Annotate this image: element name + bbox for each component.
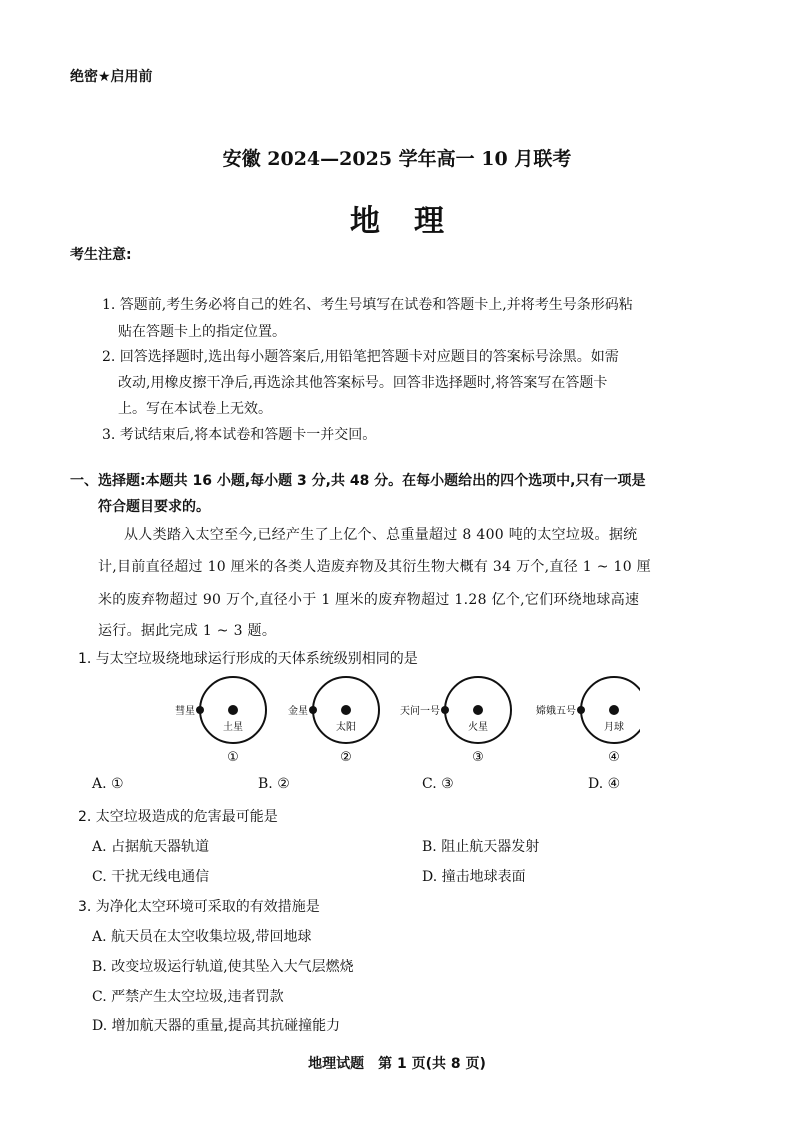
notice-line: 3. 考试结束后,将本试卷和答题卡一并交回。 [102, 427, 377, 443]
orbiting-body-dot [577, 706, 585, 714]
q1-option-d[interactable]: D. ④ [588, 776, 621, 792]
orbiter-label: 彗星 [175, 706, 195, 717]
passage-line: 从人类踏入太空至今,已经产生了上亿个、总重量超过 8 400 吨的太空垃圾。据统 [124, 527, 638, 543]
orbit-figure-4 [536, 677, 640, 765]
confidential-label: 绝密★启用前 [70, 69, 153, 85]
q3-option-c[interactable]: C. 严禁产生太空垃圾,违者罚款 [92, 989, 284, 1005]
q2-option-a[interactable]: A. 占据航天器轨道 [92, 839, 210, 855]
q1-option-a[interactable]: A. ① [92, 776, 124, 792]
q2-option-d[interactable]: D. 撞击地球表面 [422, 869, 526, 885]
orbiting-body-dot [441, 706, 449, 714]
central-body-dot [473, 705, 483, 715]
orbit-figure-1 [175, 677, 266, 765]
orbiting-body-dot [196, 706, 204, 714]
orbit-figure-2 [288, 677, 379, 765]
q3-option-b[interactable]: B. 改变垃圾运行轨道,使其坠入大气层燃烧 [92, 959, 354, 975]
central-body-dot [341, 705, 351, 715]
figure-number: ① [227, 750, 239, 765]
notice-line: 1. 答题前,考生务必将自己的姓名、考生号填写在试卷和答题卡上,并将考生号条形码粘 [102, 297, 633, 313]
question-2-stem: 2. 太空垃圾造成的危害最可能是 [78, 809, 278, 825]
figure-number: ③ [472, 750, 484, 765]
central-body-dot [228, 705, 238, 715]
figure-number: ② [340, 750, 352, 765]
passage-line: 计,目前直径超过 10 厘米的各类人造废弃物及其衍生物大概有 34 万个,直径 1 ~ 10 厘 [98, 559, 651, 575]
section-heading: 一、选择题:本题共 16 小题,每小题 3 分,共 48 分。在每小题给出的四个选项中,只有一项是 [70, 473, 646, 489]
q1-option-c[interactable]: C. ③ [422, 776, 454, 792]
notice-line: 贴在答题卡上的指定位置。 [118, 324, 286, 340]
question-3-stem: 3. 为净化太空环境可采取的有效措施是 [78, 899, 320, 915]
exam-title: 安徽 2024—2025 学年高一 10 月联考 [222, 148, 572, 170]
orbiter-label: 金星 [288, 706, 308, 717]
notice-line: 上。写在本试卷上无效。 [118, 401, 272, 417]
figure-number: ④ [608, 750, 620, 765]
orbiting-body-dot [309, 706, 317, 714]
section-heading-cont: 符合题目要求的。 [98, 499, 210, 515]
orbiter-label: 嫦娥五号 [536, 706, 576, 717]
page-footer: 地理试题 第 1 页(共 8 页) [308, 1056, 486, 1072]
question-1-stem: 1. 与太空垃圾绕地球运行形成的天体系统级别相同的是 [78, 651, 418, 667]
q3-option-a[interactable]: A. 航天员在太空收集垃圾,带回地球 [92, 929, 312, 945]
center-label: 月球 [604, 722, 624, 733]
central-body-dot [609, 705, 619, 715]
orbit-figure-3 [400, 677, 511, 765]
orbit-diagrams [160, 668, 640, 768]
q1-option-b[interactable]: B. ② [258, 776, 290, 792]
notice-line: 改动,用橡皮擦干净后,再选涂其他答案标号。回答非选择题时,将答案写在答题卡 [118, 375, 608, 391]
passage-line: 米的废弃物超过 90 万个,直径小于 1 厘米的废弃物超过 1.28 亿个,它们环绕地球高速 [98, 592, 640, 608]
orbiter-label: 天问一号 [400, 706, 440, 717]
q2-option-c[interactable]: C. 干扰无线电通信 [92, 869, 210, 885]
notice-line: 2. 回答选择题时,选出每小题答案后,用铅笔把答题卡对应题目的答案标号涂黑。如需 [102, 349, 619, 365]
center-label: 土星 [223, 722, 243, 733]
center-label: 火星 [468, 722, 488, 733]
subject-title: 地理 [350, 204, 478, 239]
passage-line: 运行。据此完成 1 ~ 3 题。 [98, 623, 277, 639]
notice-heading: 考生注意: [70, 247, 132, 263]
q2-option-b[interactable]: B. 阻止航天器发射 [422, 839, 540, 855]
center-label: 太阳 [336, 722, 356, 733]
q3-option-d[interactable]: D. 增加航天器的重量,提高其抗碰撞能力 [92, 1018, 341, 1034]
